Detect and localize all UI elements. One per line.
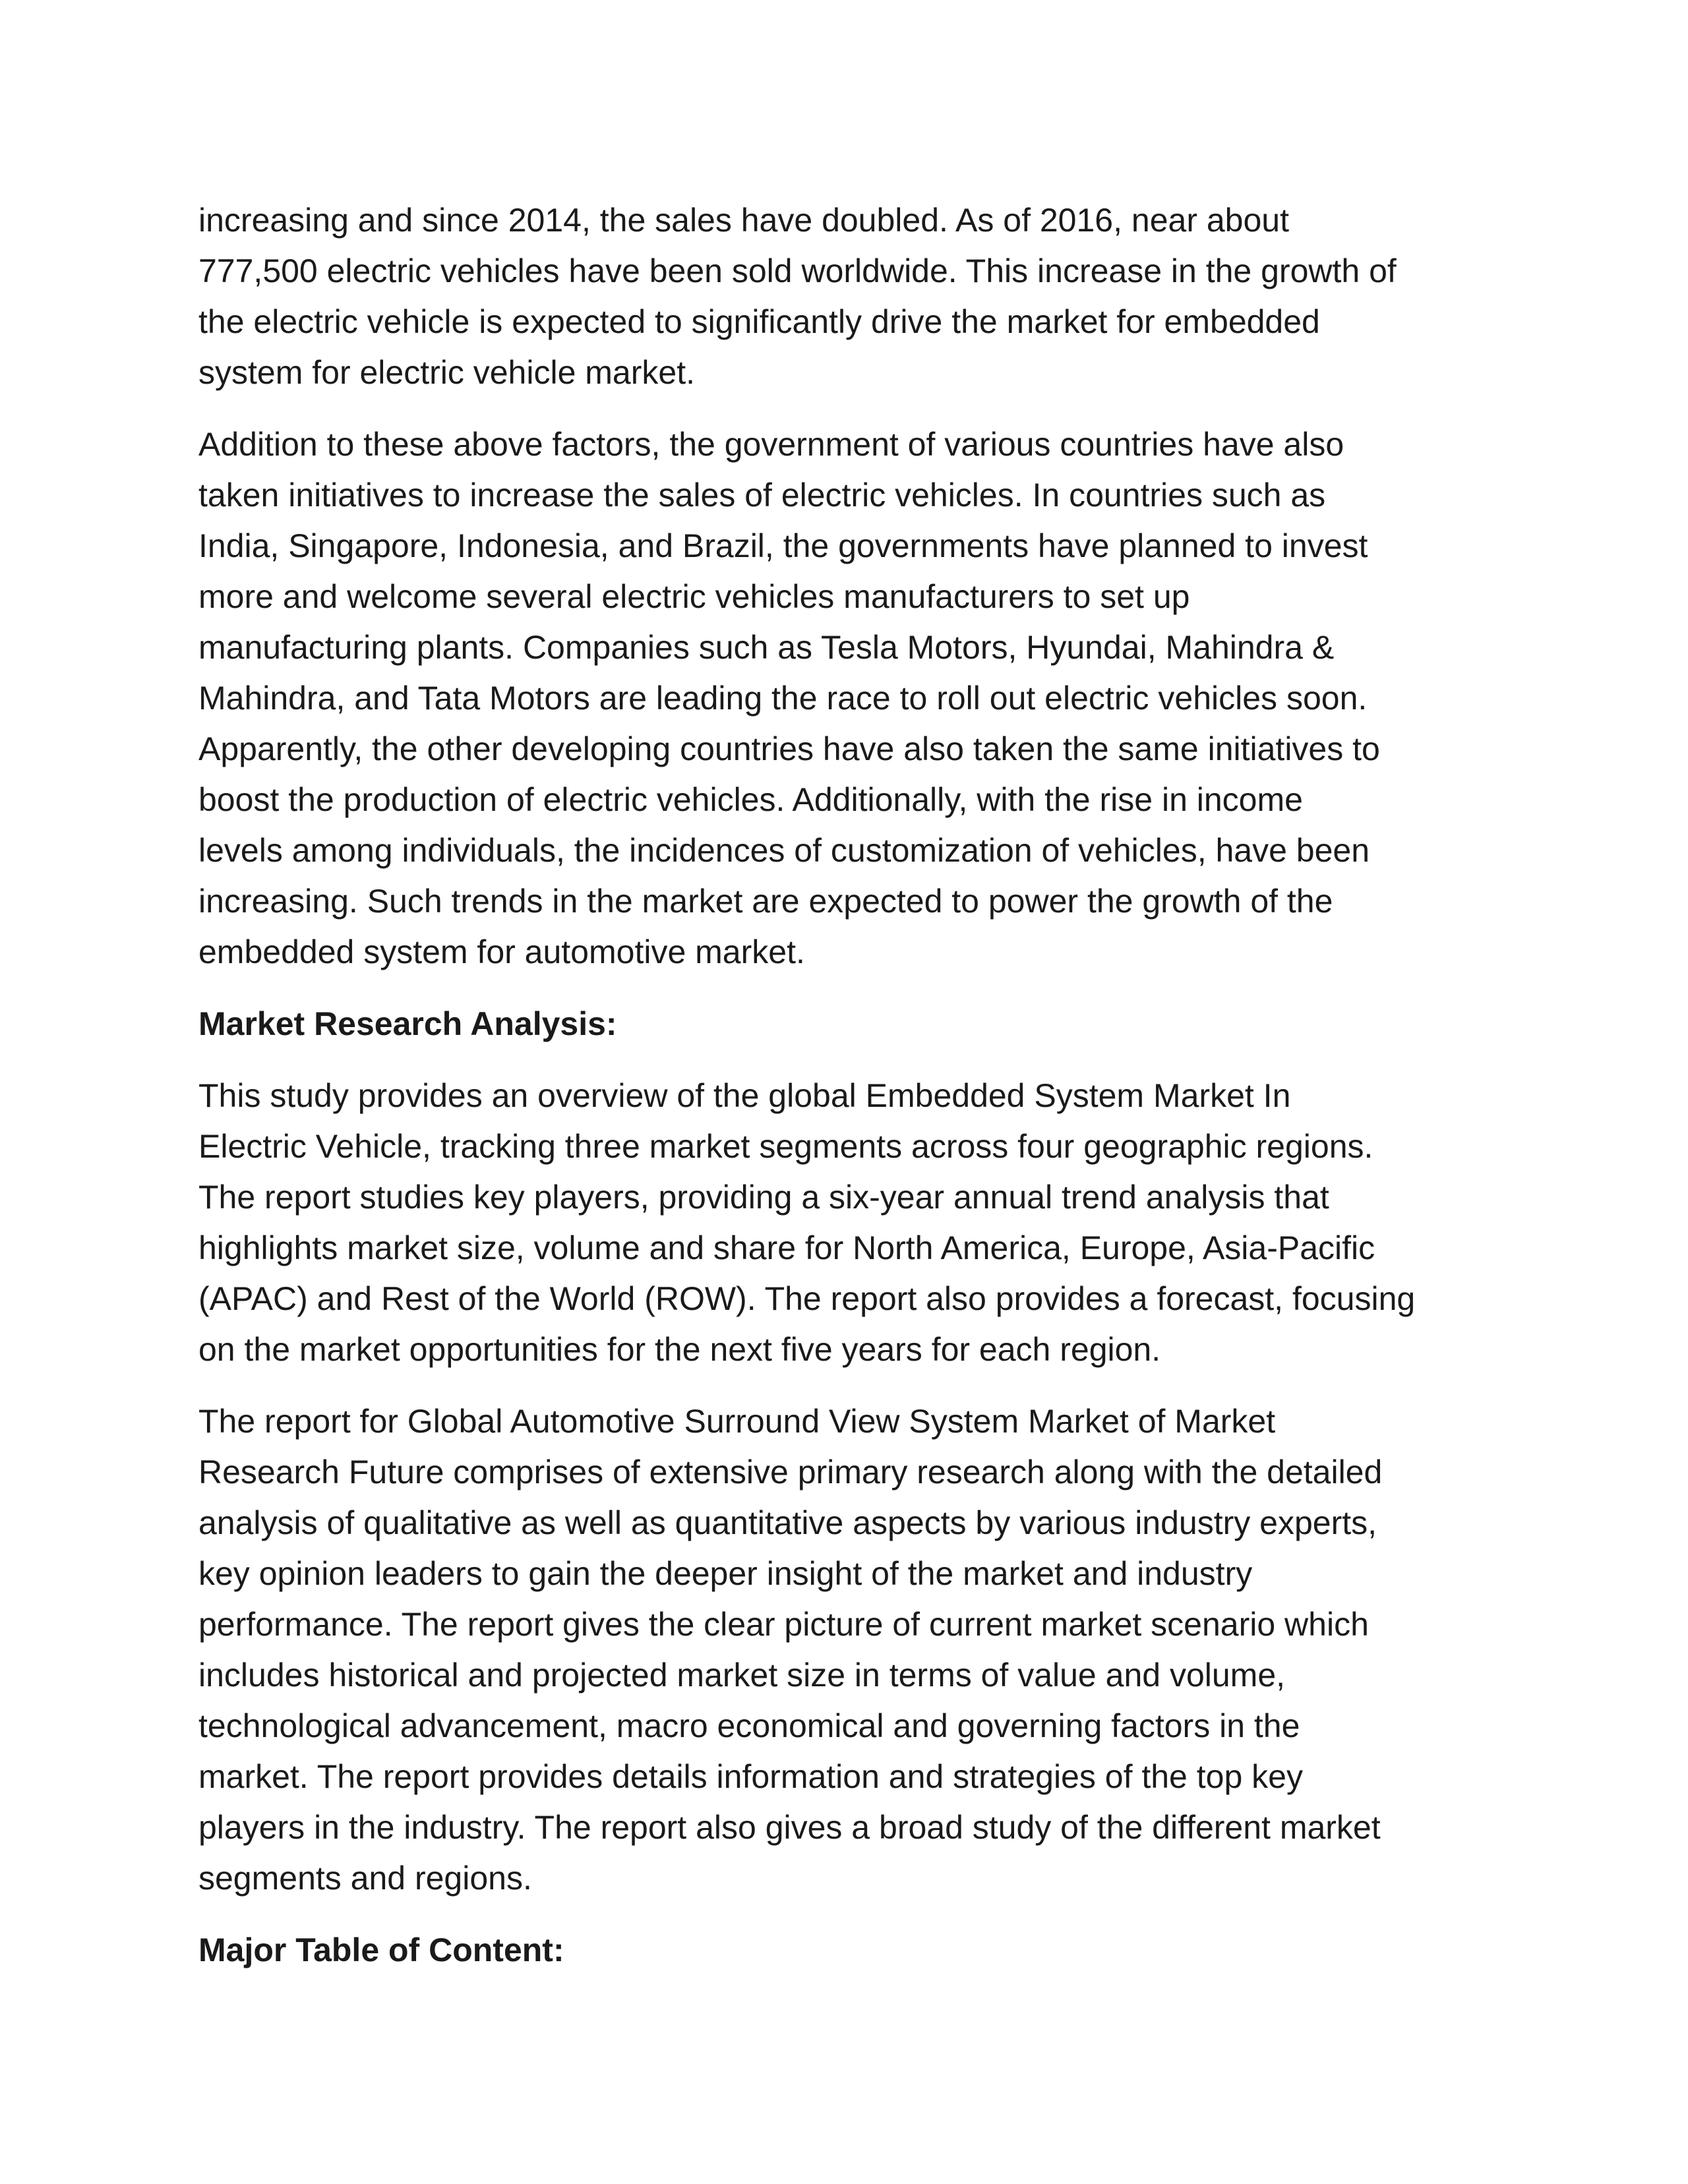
- paragraph-report-details: [198, 1396, 1511, 1904]
- text-line: 777,500 electric vehicles have been sold worldwide. This increase in the growth of: [198, 252, 1397, 289]
- text-line: levels among individuals, the incidences of customization of vehicles, have been: [198, 832, 1370, 869]
- text-line: Addition to these above factors, the government of various countries have also: [198, 426, 1344, 463]
- paragraph-study-overview: [198, 1071, 1511, 1375]
- text-line: key opinion leaders to gain the deeper insight of the market and industry: [198, 1555, 1253, 1592]
- text-line: increasing. Such trends in the market are expected to power the growth of the: [198, 883, 1333, 920]
- text-line: embedded system for automotive market.: [198, 933, 805, 970]
- document-body: [198, 195, 1511, 1997]
- text-line: includes historical and projected market size in terms of value and volume,: [198, 1657, 1286, 1694]
- text-line: technological advancement, macro economical and governing factors in the: [198, 1707, 1300, 1744]
- text-line: market. The report provides details information and strategies of the top key: [198, 1758, 1303, 1795]
- text-line: The report for Global Automotive Surround View System Market of Market: [198, 1403, 1276, 1440]
- text-line: manufacturing plants. Companies such as Tesla Motors, Hyundai, Mahindra &: [198, 629, 1335, 666]
- heading-market-research-analysis: Market Research Analysis:: [198, 1005, 617, 1042]
- text-line: system for electric vehicle market.: [198, 354, 695, 391]
- text-line: more and welcome several electric vehicles manufacturers to set up: [198, 578, 1190, 615]
- paragraph-government-initiatives: [198, 419, 1511, 978]
- text-line: segments and regions.: [198, 1860, 532, 1897]
- text-line: India, Singapore, Indonesia, and Brazil, the governments have planned to invest: [198, 527, 1368, 564]
- text-line: increasing and since 2014, the sales have doubled. As of 2016, near about: [198, 202, 1289, 239]
- text-line: performance. The report gives the clear picture of current market scenario which: [198, 1606, 1369, 1643]
- text-line: boost the production of electric vehicles. Additionally, with the rise in income: [198, 781, 1303, 818]
- paragraph-ev-sales: [198, 195, 1511, 398]
- text-line: analysis of qualitative as well as quantitative aspects by various industry experts,: [198, 1504, 1377, 1541]
- text-line: Apparently, the other developing countries have also taken the same initiatives to: [198, 730, 1380, 767]
- text-line: Mahindra, and Tata Motors are leading the race to roll out electric vehicles soon.: [198, 680, 1368, 717]
- text-line: players in the industry. The report also gives a broad study of the different market: [198, 1809, 1381, 1846]
- text-line: the electric vehicle is expected to significantly drive the market for embedded: [198, 303, 1320, 340]
- text-line: (APAC) and Rest of the World (ROW). The report also provides a forecast, focusing: [198, 1280, 1416, 1317]
- heading-major-table-of-content: Major Table of Content:: [198, 1932, 564, 1968]
- text-line: on the market opportunities for the next five years for each region.: [198, 1331, 1161, 1368]
- text-line: highlights market size, volume and share for North America, Europe, Asia-Pacific: [198, 1229, 1375, 1266]
- text-line: taken initiatives to increase the sales of electric vehicles. In countries such as: [198, 477, 1326, 514]
- text-line: The report studies key players, providing a six-year annual trend analysis that: [198, 1179, 1329, 1216]
- text-line: This study provides an overview of the global Embedded System Market In: [198, 1077, 1291, 1114]
- text-line: Research Future comprises of extensive primary research along with the detailed: [198, 1454, 1383, 1490]
- text-line: Electric Vehicle, tracking three market segments across four geographic regions.: [198, 1128, 1373, 1165]
